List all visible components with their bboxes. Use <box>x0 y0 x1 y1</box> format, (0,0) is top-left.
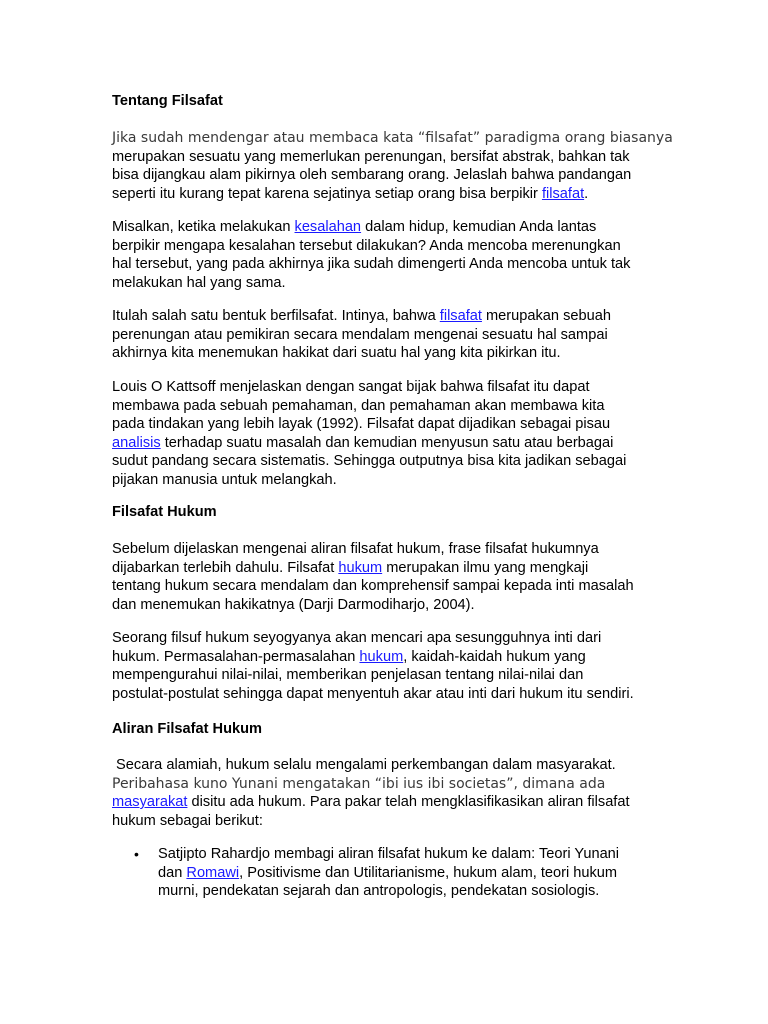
paragraph-line: pada tindakan yang lebih layak (1992). Filsafat dapat dijadikan sebagai pisau <box>112 416 611 432</box>
paragraph-line <box>112 793 660 812</box>
link-romawi[interactable]: Romawi <box>186 864 240 881</box>
heading-filsafat-hukum: Filsafat Hukum <box>112 504 217 520</box>
paragraph-line: tentang hukum secara mendalam dan komprehensif sampai kepada inti masalah <box>112 578 634 594</box>
link-hukum[interactable]: hukum <box>359 648 404 665</box>
text-run: hukum. Permasalahan-permasalahan <box>112 648 360 665</box>
paragraph-line <box>112 648 660 667</box>
text-run: merupakan sebuah <box>481 308 611 324</box>
paragraph-1 <box>112 129 673 203</box>
paragraph-line: Satjipto Rahardjo membagi aliran filsafat hukum ke dalam: Teori Yunani <box>158 846 620 862</box>
link-filsafat[interactable]: filsafat <box>439 308 482 324</box>
paragraph-line: postulat-postulat sehingga dapat menyentuh akar atau inti dari hukum itu sendiri. <box>112 685 634 702</box>
paragraph-line: bisa dijangkau alam pikirnya oleh sembarang orang. Jelaslah bahwa pandangan <box>112 167 632 183</box>
text-run: terhadap suatu masalah dan kemudian menyusun satu atau berbagai <box>160 434 614 451</box>
paragraph-line: membawa pada sebuah pemahaman, dan pemahaman akan membawa kita <box>112 397 605 414</box>
paragraph-line: akhirnya kita menemukan hakikat dari suatu hal yang kita pikirkan itu. <box>112 345 561 361</box>
link-filsafat[interactable]: filsafat <box>541 185 585 202</box>
paragraph-4 <box>112 378 660 489</box>
heading-aliran-filsafat-hukum: Aliran Filsafat Hukum <box>112 721 263 737</box>
text-run: seperti itu kurang tepat karena sejatinya setiap orang bisa berpikir <box>112 185 542 202</box>
paragraph-line <box>112 559 660 578</box>
paragraph-line <box>158 864 619 883</box>
paragraph-7 <box>112 756 660 830</box>
paragraph-line: murni, pendekatan sejarah dan antropologis, pendekatan sosiologis. <box>158 883 600 899</box>
text-run: dalam hidup, kemudian Anda lantas <box>361 219 597 235</box>
list-item <box>158 845 619 901</box>
link-masyarakat[interactable]: masyarakat <box>112 794 188 810</box>
link-analisis[interactable]: analisis <box>112 434 161 451</box>
paragraph-6 <box>112 629 660 703</box>
paragraph-line: melakukan hal yang sama. <box>112 274 286 291</box>
paragraph-line: Seorang filsuf hukum seyogyanya akan mencari apa sesungguhnya inti dari <box>112 630 602 646</box>
link-kesalahan[interactable]: kesalahan <box>294 219 362 235</box>
paragraph-line: mempengurahui nilai-nilai, memberikan penjelasan tentang nilai-nilai dan <box>112 667 584 683</box>
paragraph-line: berpikir mengapa kesalahan tersebut dilakukan? Anda mencoba merenungkan <box>112 237 621 254</box>
paragraph-line: pijakan manusia untuk melangkah. <box>112 471 337 488</box>
paragraph-line: dan menemukan hakikatnya (Darji Darmodiharjo, 2004). <box>112 596 475 613</box>
text-run: , Positivisme dan Utilitarianisme, hukum alam, teori hukum <box>239 864 618 881</box>
bullet-icon: • <box>134 846 139 862</box>
text-run: dan <box>158 864 187 881</box>
heading-tentang-filsafat: Tentang Filsafat <box>112 93 223 109</box>
paragraph-line: Jika sudah mendengar atau membaca kata “filsafat” paradigma orang biasanya <box>112 130 673 146</box>
paragraph-line: hukum sebagai berikut: <box>112 812 263 829</box>
paragraph-line: merupakan sesuatu yang memerlukan perenungan, bersifat abstrak, bahkan tak <box>112 148 630 165</box>
paragraph-line <box>112 307 660 326</box>
paragraph-line: Secara alamiah, hukum selalu mengalami perkembangan dalam masyarakat. <box>112 757 616 773</box>
paragraph-5 <box>112 540 660 614</box>
paragraph-line <box>112 218 660 237</box>
text-run: , kaidah-kaidah hukum yang <box>403 648 586 665</box>
paragraph-line <box>112 434 660 453</box>
paragraph-line: sudut pandang secara sistematis. Sehingga outputnya bisa kita jadikan sebagai <box>112 453 627 469</box>
text-run: . <box>584 185 589 202</box>
paragraph-line: Sebelum dijelaskan mengenai aliran filsafat hukum, frase filsafat hukumnya <box>112 541 599 557</box>
paragraph-line: Louis O Kattsoff menjelaskan dengan sangat bijak bahwa filsafat itu dapat <box>112 379 590 395</box>
text-run: Itulah salah satu bentuk berfilsafat. Intinya, bahwa <box>112 308 440 324</box>
paragraph-line <box>112 185 660 204</box>
paragraph-line: hal tersebut, yang pada akhirnya jika sudah dimengerti Anda mencoba untuk tak <box>112 256 631 272</box>
text-run: disitu ada hukum. Para pakar telah mengklasifikasikan aliran filsafat <box>187 794 630 810</box>
paragraph-2 <box>112 218 660 292</box>
paragraph-line: Peribahasa kuno Yunani mengatakan “ibi ius ibi societas”, dimana ada <box>112 775 606 792</box>
paragraph-3 <box>112 307 660 363</box>
text-run: Misalkan, ketika melakukan <box>112 219 295 235</box>
text-run: merupakan ilmu yang mengkaji <box>382 559 589 576</box>
paragraph-line: perenungan atau pemikiran secara mendalam mengenai sesuatu hal sampai <box>112 326 608 343</box>
link-hukum[interactable]: hukum <box>338 559 383 576</box>
text-run: dijabarkan terlebih dahulu. Filsafat <box>112 559 339 576</box>
